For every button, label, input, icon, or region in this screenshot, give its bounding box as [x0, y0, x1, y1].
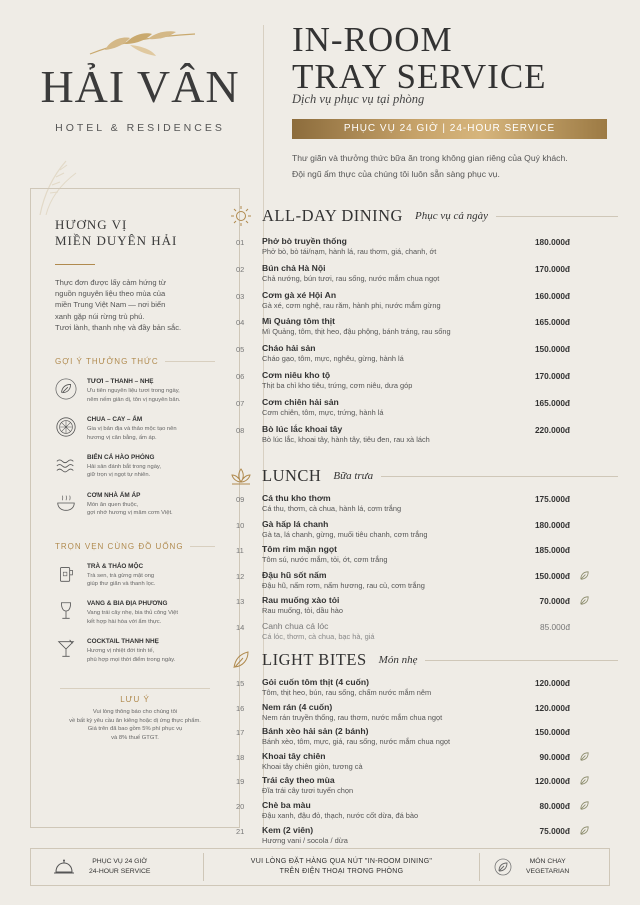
menu-item-row — [236, 424, 616, 450]
item-price: 150.000đ — [534, 727, 570, 738]
note-title: LƯU Ý — [120, 694, 150, 704]
citrus-icon — [55, 416, 77, 438]
vegetarian-leaf-icon — [579, 825, 590, 836]
item-name: Nem rán (4 cuốn) — [262, 701, 333, 712]
tip-desc-line: Món ăn quen thuộc, — [87, 501, 139, 508]
note-line: Giá trên đã bao gồm 5% phí phục vụ — [87, 726, 183, 733]
note-divider — [60, 688, 210, 689]
category-lunch — [228, 465, 618, 487]
item-price: 120.000đ — [534, 678, 570, 688]
drink-desc-line: Vang trái cây nhẹ, bia thủ công Việt — [87, 610, 178, 617]
category-title-vi: Bữa trưa — [333, 470, 374, 482]
menu-item-row — [236, 677, 616, 703]
lead-line: Đội ngũ ẩm thực của chúng tôi luôn sẵn sàng phục vụ. — [292, 169, 500, 180]
item-description: Cá thu, thơm, cà chua, hành lá, cơm trắng — [262, 504, 402, 513]
menu-item-row — [236, 621, 616, 647]
item-description: Đậu xanh, đậu đỏ, thạch, nước cốt dừa, đá bào — [262, 811, 419, 820]
intro-line: Tươi lành, thanh nhẹ và đầy bản sắc. — [55, 323, 182, 333]
brand-subtitle: HOTEL & RESIDENCES — [55, 122, 225, 134]
footer-service-text — [89, 857, 150, 877]
footer-veg-text — [526, 857, 569, 877]
item-description: Mì Quảng, tôm, thịt heo, đậu phộng, bánh tráng, rau sống — [262, 327, 451, 337]
item-name: Chè ba màu — [262, 800, 311, 810]
bowl-icon — [55, 492, 77, 514]
footer-bar — [30, 848, 610, 886]
item-name: Trái cây theo mùa — [262, 775, 335, 786]
category-rule — [496, 216, 618, 217]
wine-icon — [55, 600, 77, 622]
sidebar-heading — [55, 217, 215, 250]
drink-item — [55, 638, 215, 664]
item-name: Gà hấp lá chanh — [262, 518, 329, 529]
tip-desc — [87, 501, 173, 518]
item-price: 185.000đ — [534, 545, 570, 555]
footer-service — [31, 853, 204, 881]
note-line: Vui lòng thông báo cho chúng tôi — [92, 708, 178, 715]
item-number: 15 — [236, 679, 245, 688]
item-description: Gà xé, cơm nghệ, rau răm, hành phi, nước mắm gừng — [262, 300, 441, 310]
vegetarian-leaf-icon — [579, 800, 590, 811]
menu-item-row — [236, 825, 616, 851]
tip-desc-line: Gia vị bản địa và thảo mộc tạo nên — [87, 426, 177, 433]
tip-desc — [87, 463, 161, 480]
menu-item-row — [236, 263, 616, 289]
tip-item — [55, 492, 215, 518]
menu-item-row — [236, 290, 616, 316]
menu-item-row — [236, 702, 616, 728]
tip-title: CHUA – CAY – ẤM — [87, 416, 143, 424]
item-name: Rau muống xào tỏi — [262, 595, 340, 605]
tip-title: CƠM NHÀ ẤM ÁP — [87, 491, 141, 499]
item-description: Cháo gạo, tôm, mực, nghêu, gừng, hành lá — [262, 354, 404, 364]
item-price: 220.000đ — [534, 424, 570, 435]
page-title-line2: TRAY SERVICE — [292, 57, 547, 96]
item-name: Đậu hũ sốt nấm — [262, 569, 327, 580]
item-number: 19 — [236, 777, 245, 787]
item-price: 70.000đ — [539, 596, 570, 606]
leaf-branch-icon — [228, 649, 254, 671]
item-number: 06 — [236, 372, 245, 381]
drink-title: COCKTAIL THANH NHẸ — [87, 638, 159, 646]
item-price: 170.000đ — [534, 371, 570, 381]
sun-icon — [228, 205, 254, 227]
cocktail-icon — [55, 638, 77, 660]
drink-desc — [87, 572, 155, 589]
tea-icon — [55, 563, 77, 585]
item-number: 10 — [236, 520, 245, 530]
item-name: Cơm niêu kho tộ — [262, 370, 331, 380]
sidebar-heading-line1: HƯƠNG VỊ — [55, 217, 128, 232]
item-name: Bánh xèo hải sản (2 bánh) — [262, 726, 369, 737]
item-name: Bò lúc lắc khoai tây — [262, 423, 343, 434]
drink-desc-line: phù hợp mọi thời điểm trong ngày. — [87, 656, 176, 663]
item-number: 11 — [236, 546, 244, 555]
item-number: 18 — [236, 752, 245, 762]
footer-order-line1: VUI LÒNG ĐẶT HÀNG QUA NÚT "IN-ROOM DINING" — [250, 857, 433, 865]
menu-item-row — [236, 316, 616, 342]
item-description: Gà ta, lá chanh, gừng, muối tiêu chanh, cơm trắng — [262, 529, 428, 539]
vegetarian-leaf-icon — [579, 570, 590, 581]
footer-service-line1: PHỤC VỤ 24 GIỜ — [92, 857, 148, 865]
menu-item-row — [236, 519, 616, 545]
item-description: Nem rán truyền thống, rau thơm, nước mắm chua ngọt — [262, 712, 443, 722]
tip-item — [55, 454, 215, 480]
category-rule — [425, 660, 618, 661]
category-title: LIGHT BITES — [262, 650, 367, 669]
item-number: 09 — [236, 495, 245, 504]
tip-desc-line: hương vị cân bằng, ấm áp. — [87, 434, 157, 441]
category-rule — [381, 476, 618, 477]
page-title — [292, 22, 547, 94]
item-description: Cơm chiên, tôm, mực, trứng, hành lá — [262, 407, 384, 417]
sidebar-intro — [55, 277, 215, 334]
item-name: Cá thu kho thơm — [262, 493, 331, 503]
item-price: 180.000đ — [534, 237, 570, 247]
item-number: 03 — [236, 291, 245, 301]
vegetarian-leaf-icon — [579, 775, 590, 786]
tip-desc-line: nêm nếm giản dị, tôn vị nguyên bản. — [87, 396, 181, 403]
brand-name: HẢI VÂN — [40, 61, 240, 112]
footer-veg-line1: MÓN CHAY — [529, 857, 566, 865]
menu-item-row — [236, 751, 616, 777]
intro-line: nguồn nguyên liệu theo mùa của — [55, 288, 166, 298]
item-price: 75.000đ — [539, 825, 570, 836]
item-price: 170.000đ — [534, 263, 570, 274]
brand-block — [30, 30, 250, 134]
item-number: 04 — [236, 318, 245, 328]
item-description: Bánh xèo, tôm, mực, giá, rau sống, nước mắm chua ngọt — [262, 737, 451, 747]
tip-title: BIỂN CẢ HÀO PHÓNG — [87, 454, 155, 462]
lotus-icon — [228, 465, 254, 487]
menu-item-row — [236, 397, 616, 423]
category-title-vi: Món nhẹ — [378, 654, 418, 666]
item-number: 14 — [236, 622, 245, 632]
item-price: 150.000đ — [534, 344, 570, 355]
tip-desc — [87, 425, 177, 442]
lead-text — [292, 150, 612, 183]
item-description: Rau muống, tỏi, dầu hào — [262, 606, 343, 615]
drink-item — [55, 563, 215, 589]
item-number: 13 — [236, 597, 245, 606]
menu-item-row — [236, 370, 616, 396]
item-description: Thịt ba chỉ kho tiêu, trứng, cơm niêu, dưa góp — [262, 381, 413, 390]
item-description: Tôm, thịt heo, bún, rau sống, chấm nước mắm nêm — [262, 688, 432, 697]
item-number: 16 — [236, 703, 245, 713]
item-price: 165.000đ — [534, 397, 570, 408]
note-line: về bất kỳ yêu cầu ăn kiêng hoặc dị ứng thực phẩm. — [69, 717, 201, 724]
tip-item — [55, 416, 215, 442]
tip-desc — [87, 387, 180, 404]
gold-leaf-icon — [30, 30, 250, 58]
item-number: 08 — [236, 425, 245, 435]
item-number: 07 — [236, 398, 245, 408]
page-title-line1: IN-ROOM — [292, 20, 453, 59]
category-all-day-dining — [228, 205, 618, 227]
item-description: Phở bò, bò tái/nạm, hành lá, rau thơm, giá, chanh, ớt — [262, 247, 437, 256]
item-price: 150.000đ — [534, 570, 570, 581]
item-name: Cơm gà xé Hội An — [262, 289, 337, 300]
drink-title: VANG & BIA ĐỊA PHƯƠNG — [87, 600, 168, 608]
item-price: 180.000đ — [534, 519, 570, 530]
intro-line: Thực đơn được lấy cảm hứng từ — [55, 277, 166, 287]
section-title-drinks: TRỌN VẸN CÙNG ĐỒ UỐNG — [55, 542, 215, 551]
tip-item — [55, 378, 215, 404]
item-price: 90.000đ — [539, 751, 570, 762]
menu-item-row — [236, 493, 616, 519]
menu-item-row — [236, 570, 616, 596]
item-name: Canh chua cá lóc — [262, 620, 329, 631]
vegetarian-leaf-icon — [579, 595, 590, 606]
intro-line: miền Trung Việt Nam — nơi biển — [55, 300, 166, 310]
item-number: 21 — [236, 826, 245, 836]
tip-desc-line: Hải sản đánh bắt trong ngày, — [87, 464, 162, 471]
item-price: 120.000đ — [534, 702, 570, 713]
item-description: Bò lúc lắc, khoai tây, hành tây, tiêu đen, rau xà lách — [262, 434, 430, 444]
menu-item-row — [236, 595, 616, 621]
cloche-icon — [53, 858, 75, 876]
tip-desc-line: gợi nhớ hương vị mâm cơm Việt. — [87, 510, 173, 517]
drink-desc-line: kết hợp hài hòa với ẩm thực. — [87, 618, 162, 625]
item-number: 01 — [236, 238, 245, 247]
drink-title: TRÀ & THẢO MỘC — [87, 562, 144, 570]
menu-item-row — [236, 343, 616, 369]
vegetarian-leaf-icon — [579, 751, 590, 762]
item-number: 05 — [236, 345, 245, 355]
tip-title: TƯƠI – THANH – NHẸ — [87, 378, 154, 386]
waves-icon — [55, 454, 77, 476]
sidebar-heading-line2: MIỀN DUYÊN HẢI — [55, 233, 178, 249]
item-description: Tôm sú, nước mắm, tỏi, ớt, cơm trắng — [262, 555, 388, 564]
item-name: Cháo hải sản — [262, 343, 316, 354]
menu-item-row — [236, 800, 616, 826]
category-title: ALL-DAY DINING — [262, 206, 403, 225]
menu-item-row — [236, 544, 616, 570]
item-description: Hương vani / socola / dừa — [262, 835, 348, 845]
item-name: Bún chả Hà Nội — [262, 262, 326, 273]
menu-item-row — [236, 236, 616, 262]
tip-desc-line: giữ trọn vị ngọt tự nhiên. — [87, 472, 151, 479]
sidebar-divider — [55, 264, 95, 265]
footer-order-note — [204, 853, 480, 881]
service-hours-band: PHỤC VỤ 24 GIỜ | 24-HOUR SERVICE — [292, 119, 607, 139]
footer-order-line2: TRÊN ĐIỆN THOẠI TRONG PHÒNG — [279, 868, 404, 875]
item-name: Kem (2 viên) — [262, 824, 314, 835]
item-price: 85.000đ — [540, 621, 570, 632]
item-price: 165.000đ — [534, 317, 570, 328]
leaf-icon — [55, 378, 77, 400]
menu-item-row — [236, 726, 616, 752]
footer-vegetarian-legend — [480, 853, 609, 881]
note-text — [55, 708, 215, 743]
item-number: 02 — [236, 264, 245, 274]
lead-line: Thư giãn và thưởng thức bữa ăn trong không gian riêng của Quý khách. — [292, 153, 568, 163]
note-block — [55, 695, 215, 743]
item-number: 20 — [236, 802, 245, 811]
item-price: 80.000đ — [539, 801, 570, 811]
drink-desc-line: Hương vị nhiệt đới tinh tế, — [87, 648, 155, 655]
item-name: Phở bò truyền thống — [262, 236, 347, 246]
intro-line: xanh gặp núi rừng trù phú. — [55, 311, 145, 321]
item-name: Cơm chiên hải sản — [262, 396, 339, 407]
category-title-vi: Phục vụ cả ngày — [414, 210, 488, 222]
item-description: Khoai tây chiên giòn, tương cà — [262, 761, 363, 771]
item-price: 160.000đ — [534, 290, 570, 301]
category-light-bites — [228, 649, 618, 671]
footer-veg-line2: VEGETARIAN — [526, 868, 570, 875]
category-title: LUNCH — [262, 466, 322, 485]
vegetarian-leaf-icon — [494, 858, 512, 876]
item-price: 120.000đ — [534, 776, 570, 787]
drink-desc — [87, 609, 178, 626]
section-title-tips: GỢI Ý THƯỞNG THỨC — [55, 357, 215, 366]
item-number: 17 — [236, 728, 245, 738]
item-description: Cá lóc, thơm, cà chua, bạc hà, giá — [262, 631, 375, 641]
item-name: Mì Quảng tôm thịt — [262, 316, 336, 327]
drink-desc-line: Trà sen, trà gừng mật ong — [87, 572, 155, 579]
item-number: 12 — [236, 571, 245, 581]
item-name: Gỏi cuốn tôm thịt (4 cuốn) — [262, 677, 369, 687]
note-line: và 8% thuế GTGT. — [111, 734, 159, 741]
item-description: Đậu hũ, nấm rơm, nấm hương, rau củ, cơm trắng — [262, 580, 425, 590]
item-name: Tôm rim mặn ngọt — [262, 544, 337, 554]
page-subtitle: Dịch vụ phục vụ tại phòng — [292, 92, 425, 106]
drink-desc-line: giúp thư giãn và thanh lọc. — [87, 580, 156, 587]
drink-desc — [87, 647, 175, 664]
tip-desc-line: Ưu tiên nguyên liệu tươi trong ngày, — [87, 388, 180, 395]
item-description: Chả nướng, bún tươi, rau sống, nước mắm chua ngọt — [262, 273, 440, 283]
drink-item — [55, 600, 215, 626]
sidebar-panel — [30, 188, 240, 828]
footer-service-line2: 24-HOUR SERVICE — [89, 868, 151, 875]
item-name: Khoai tây chiên — [262, 750, 326, 761]
menu-item-row — [236, 775, 616, 801]
item-description: Đĩa trái cây tươi tuyển chọn — [262, 786, 354, 796]
item-price: 175.000đ — [534, 494, 570, 504]
